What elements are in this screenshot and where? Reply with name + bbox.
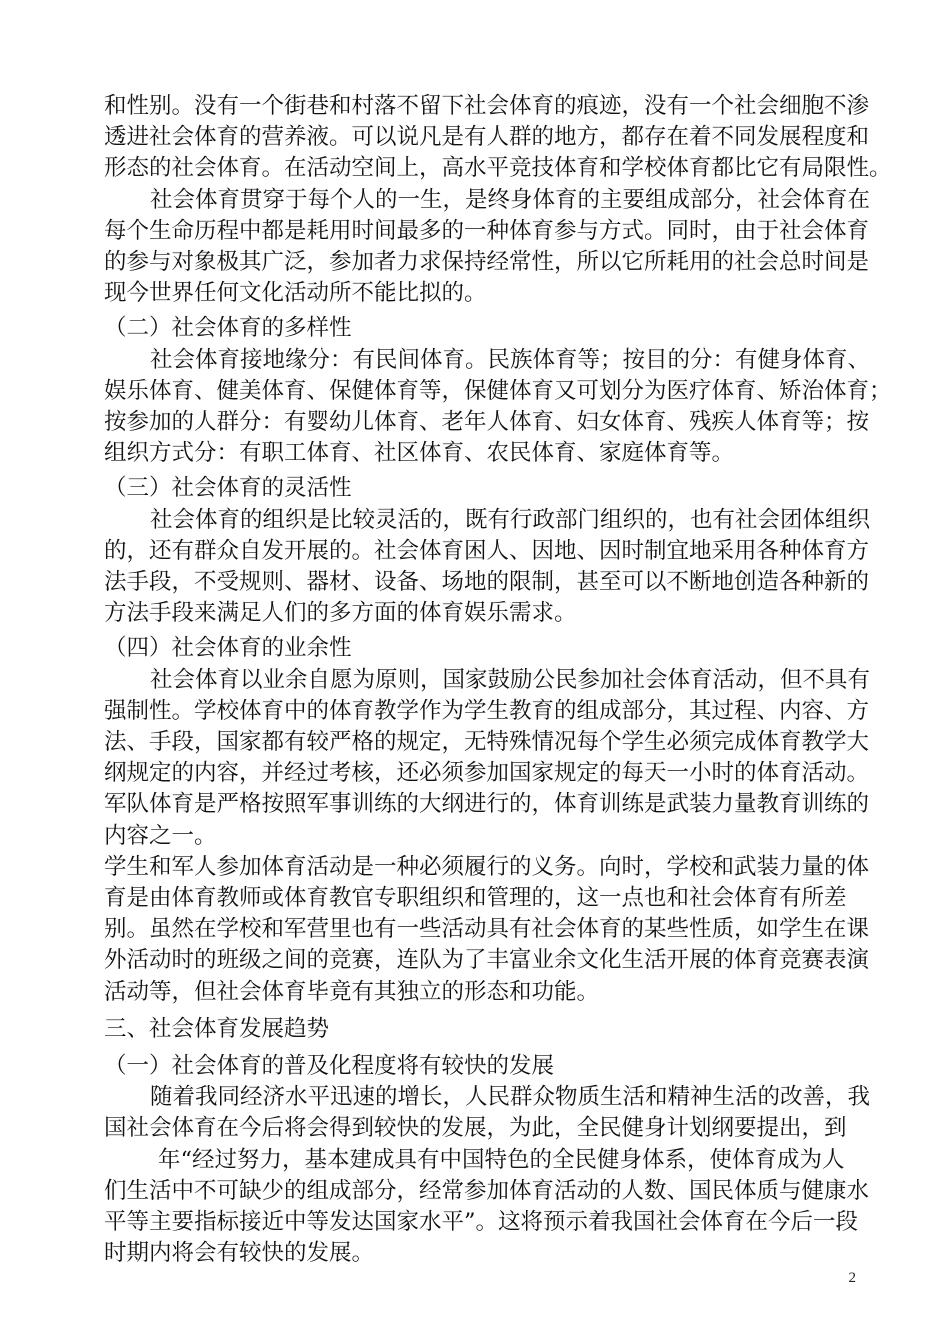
text-line: 们生活中不可缺少的组成部分，经常参加体育活动的人数、国民体质与健康水: [104, 1178, 870, 1204]
text-line: 内容之一。: [104, 823, 217, 849]
text-line: 的参与对象极其广泛，参加者力求保持经常性，所以它所耗用的社会总时间是: [104, 249, 870, 275]
text-line: 社会体育的组织是比较灵活的，既有行政部门组织的，也有社会团体组织: [150, 507, 871, 533]
text-line: 和性别。没有一个街巷和村落不留下社会体育的痕迹，没有一个社会细胞不渗: [104, 93, 870, 119]
text-line: 社会体育接地缘分：有民间体育。民族体育等；按目的分：有健身体育、: [150, 347, 871, 373]
text-line: 按参加的人群分：有婴幼儿体育、老年人体育、妇女体育、残疾人体育等；按: [104, 409, 870, 435]
text-line: 时期内将会有较快的发展。: [104, 1240, 375, 1266]
section-heading: （四）社会体育的业余性: [104, 635, 352, 661]
section-heading: （一）社会体育的普及化程度将有较快的发展: [104, 1053, 555, 1079]
text-line: 强制性。学校体育中的体育教学作为学生教育的组成部分，其过程、内容、方: [104, 698, 870, 724]
text-line: 现今世界任何文化活动所不能比拟的。: [104, 280, 487, 306]
text-line: 形态的社会体育。在活动空间上，高水平竞技体育和学校体育都比它有局限性。: [104, 155, 892, 181]
text-line: 组织方式分：有职工体育、社区体育、农民体育、家庭体育等。: [104, 440, 735, 466]
text-line: 社会体育贯穿于每个人的一生，是终身体育的主要组成部分，社会体育在: [150, 187, 871, 213]
text-line: 透进社会体育的营养液。可以说凡是有人群的地方，都存在着不同发展程度和: [104, 124, 870, 150]
text-line: 年“经过努力，基本建成具有中国特色的全民健身体系，使体育成为人: [158, 1147, 845, 1173]
text-line: 育是由体育教师或体育教官专职组织和管理的，这一点也和社会体育有所差: [104, 885, 847, 911]
text-line: 每个生命历程中都是耗用时间最多的一种体育参与方式。同时，由于社会体育: [104, 218, 870, 244]
text-line: 国社会体育在今后将会得到较快的发展，为此，全民健身计划纲要提出，到: [104, 1115, 847, 1141]
text-line: 平等主要指标接近中等发达国家水平”。这将预示着我国社会体育在今后一段: [104, 1209, 859, 1235]
text-line: 社会体育以业余自愿为原则，国家鼓励公民参加社会体育活动，但不具有: [150, 667, 871, 693]
text-line: 的，还有群众自发开展的。社会体育困人、因地、因时制宜地采用各种体育方: [104, 538, 870, 564]
text-line: 活动等，但社会体育毕竟有其独立的形态和功能。: [104, 979, 600, 1005]
text-line: 随着我同经济水平迅速的增长，人民群众物质生活和精神生活的改善，我: [150, 1084, 871, 1110]
section-heading: （三）社会体育的灵活性: [104, 475, 352, 501]
text-line: 军队体育是严格按照军事训练的大纲进行的，体育训练是武装力量教育训练的: [104, 791, 870, 817]
page-number: 2: [848, 1270, 856, 1286]
text-line: 纲规定的内容，并经过考核，还必须参加国家规定的每天一小时的体育活动。: [104, 760, 870, 786]
text-line: 方法手段来满足人们的多方面的体育娱乐需求。: [104, 600, 577, 626]
text-line: 别。虽然在学校和军营里也有一些活动具有社会体育的某些性质，如学生在课: [104, 916, 870, 942]
section-heading: （二）社会体育的多样性: [104, 315, 352, 341]
section-heading: 三、社会体育发展趋势: [104, 1016, 330, 1042]
text-line: 娱乐体育、健美体育、保健体育等，保健体育又可划分为医疗体育、矫治体育；: [104, 378, 892, 404]
text-line: 法手段，不受规则、器材、设备、场地的限制，甚至可以不断地创造各种新的: [104, 569, 870, 595]
text-line: 学生和军人参加体育活动是一种必须履行的义务。向时，学校和武装力量的体: [104, 854, 870, 880]
text-line: 外活动时的班级之间的竞赛，连队为了丰富业余文化生活开展的体育竞赛表演: [104, 947, 870, 973]
text-line: 法、手段，国家都有较严格的规定，无特殊情况每个学生必须完成体育教学大: [104, 729, 870, 755]
